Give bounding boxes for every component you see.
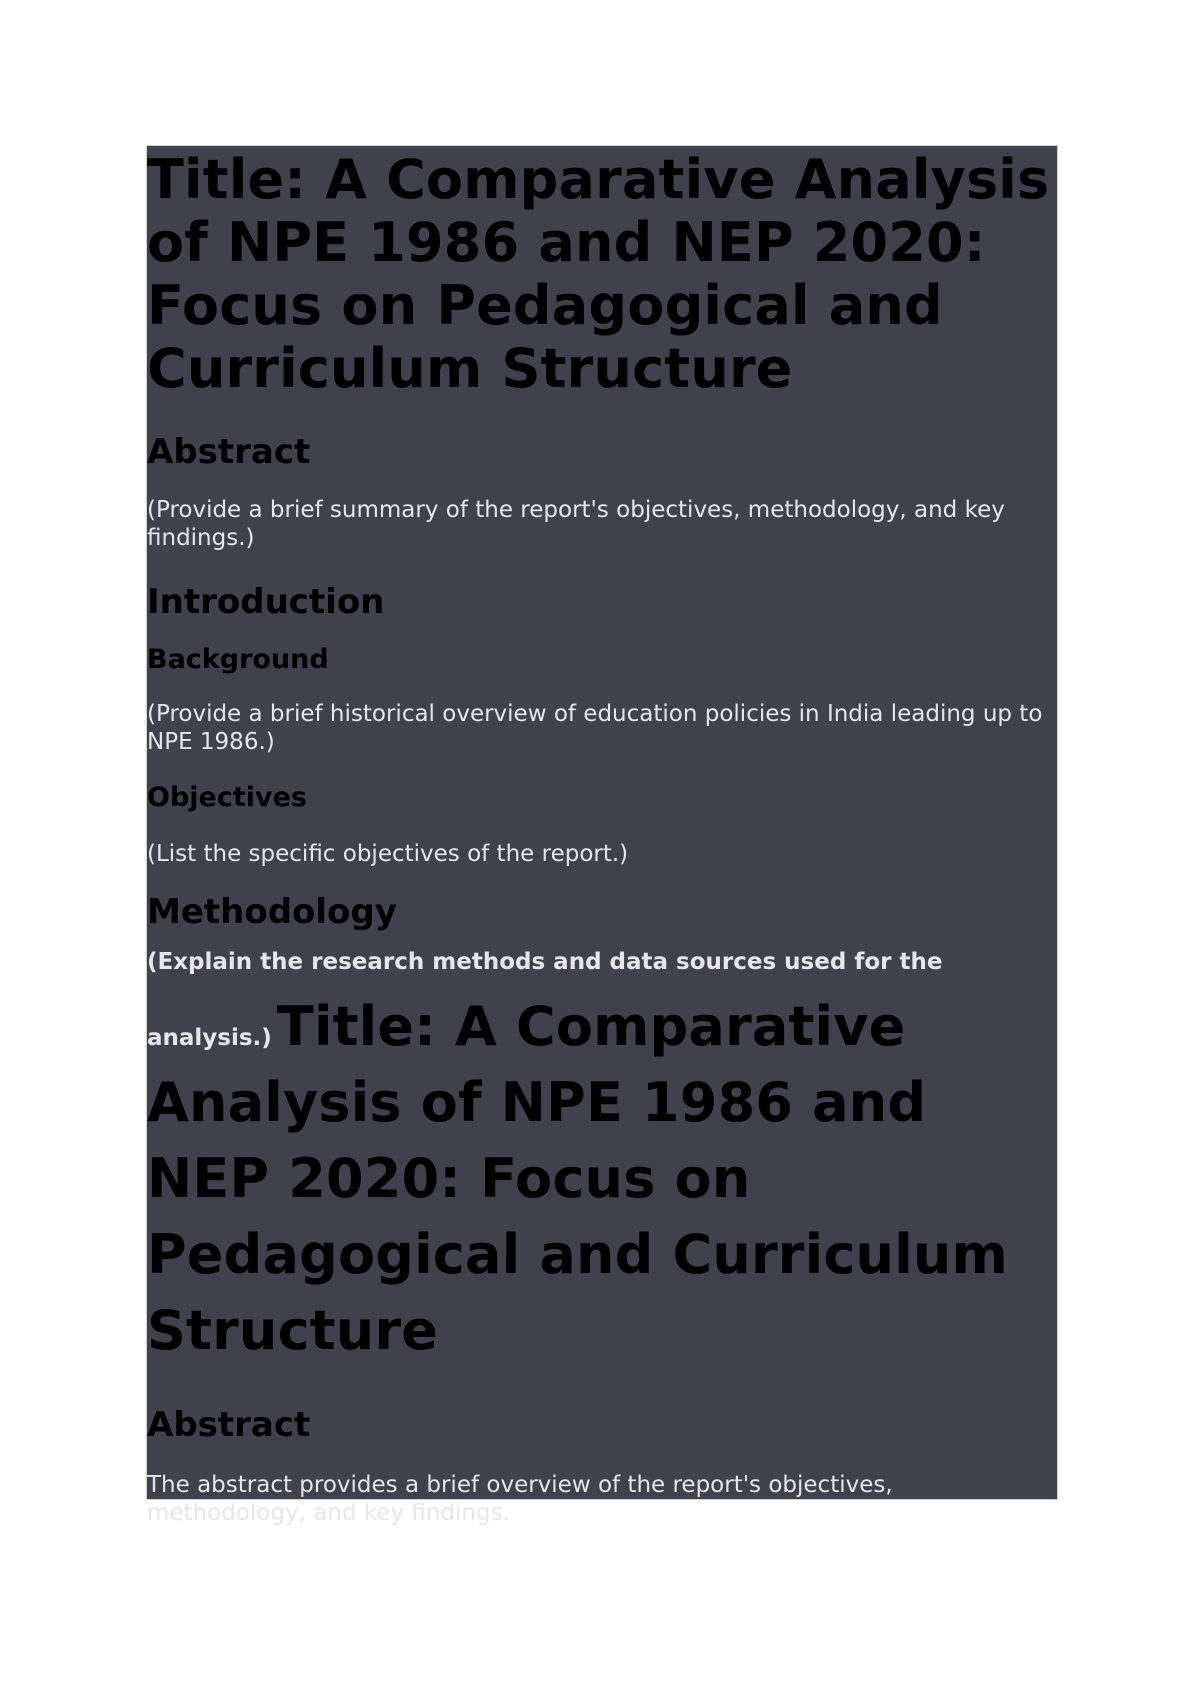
objectives-text: (List the specific objectives of the report.) — [147, 841, 629, 867]
introduction-heading: Introduction — [147, 582, 385, 622]
background-heading: Background — [147, 644, 329, 675]
methodology-heading: Methodology — [147, 892, 397, 932]
abstract-text: (Provide a brief summary of the report's objectives, methodology, and key findings.) — [147, 497, 1005, 551]
repeated-document-title: Title: A Comparative Analysis of NPE 1986 and NEP 2020: Focus on Pedagogical and Curriculum Structure — [147, 995, 1009, 1362]
repeated-abstract-heading: Abstract — [147, 1405, 311, 1445]
abstract-heading: Abstract — [147, 432, 311, 472]
repeated-abstract-text: The abstract provides a brief overview of the report's objectives, methodology, and key findings. — [147, 1472, 893, 1526]
methodology-text: (Explain the research methods and data sources used for the analysis.) — [147, 949, 943, 1051]
document-title: Title: A Comparative Analysis of NPE 1986 and NEP 2020: Focus on Pedagogical and Curriculum Structure — [147, 148, 1050, 400]
objectives-heading: Objectives — [147, 782, 307, 813]
background-text: (Provide a brief historical overview of education policies in India leading up to NPE 1986.) — [147, 701, 1043, 755]
methodology-paragraph — [147, 932, 1057, 1375]
document-content-block — [146, 145, 1058, 1526]
